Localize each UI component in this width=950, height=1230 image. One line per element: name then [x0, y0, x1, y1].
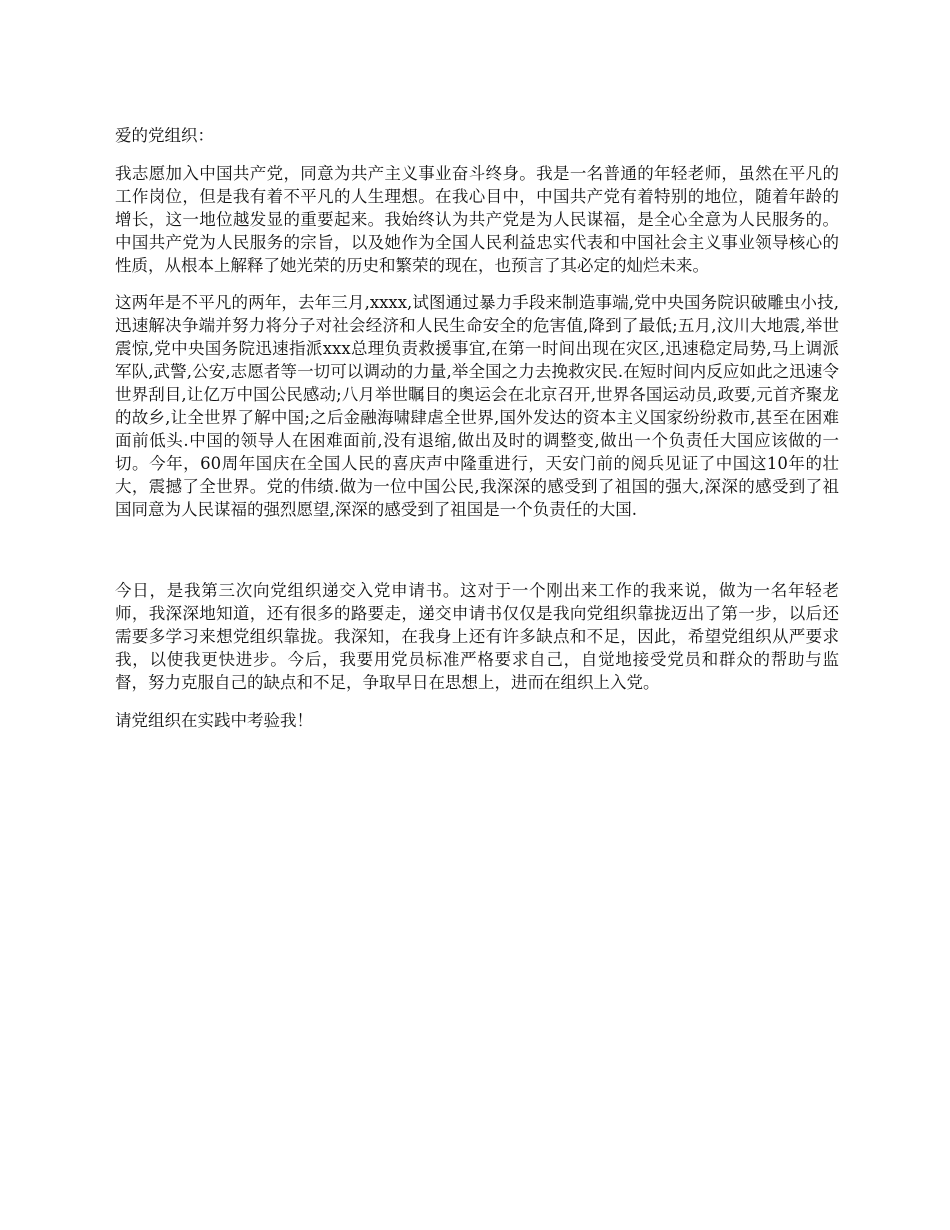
paragraph-2: 这两年是不平凡的两年，去年三月,xxxx,试图通过暴力手段来制造事端,党中央国务院识破雕虫小技,迅速解决争端并努力将分子对社会经济和人民生命安全的危害值,降到了最低;五月,汶川大地震,举世震惊,党中央国务院迅速指派xxx总理负责救援事宜,在第一时间出现在灾区,迅速稳定局势,马上调派军队,武警,公安,志愿者等一切可以调动的力量,举全国之力去挽救灾民.在短时间内反应如此之迅速令世界刮目,让亿万中国公民感动;八月举世瞩目的奥运会在北京召开,世界各国运动员,政要,元首齐聚龙的故乡,让全世界了解中国;之后金融海啸肆虐全世界,国外发达的资本主义国家纷纷救市,甚至在困难面前低头.中国的领导人在困难面前,没有退缩,做出及时的调整变,做出一个负责任大国应该做的一切。今年，60周年国庆在全国人民的喜庆声中隆重进行，天安门前的阅兵见证了中国这10年的壮大，震撼了全世界。党的伟绩.做为一位中国公民,我深深的感受到了祖国的强大,深深的感受到了祖国同意为人民谋福的强烈愿望,深深的感受到了祖国是一个负责任的大国. — [115, 293, 839, 519]
document-body — [115, 124, 839, 732]
greeting: 爱的党组织： — [115, 126, 214, 145]
paragraph-1: 我志愿加入中国共产党，同意为共产主义事业奋斗终身。我是一名普通的年轻老师，虽然在平凡的工作岗位，但是我有着不平凡的人生理想。在我心目中，中国共产党有着特别的地位，随着年龄的增长，这一地位越发显的重要起来。我始终认为共产党是为人民谋福，是全心全意为人民服务的。中国共产党为人民服务的宗旨，以及她作为全国人民利益忠实代表和中国社会主义事业领导核心的性质，从根本上解释了她光荣的历史和繁荣的现在，也预言了其必定的灿烂未来。 — [115, 164, 839, 275]
closing-line: 请党组织在实践中考验我！ — [115, 711, 313, 730]
paragraph-3: 今日，是我第三次向党组织递交入党申请书。这对于一个刚出来工作的我来说，做为一名年轻老师，我深深地知道，还有很多的路要走，递交申请书仅仅是我向党组织靠拢迈出了第一步，以后还需要多学习来想党组织靠拢。我深知，在我身上还有许多缺点和不足，因此，希望党组织从严要求我，以使我更快进步。今后，我要用党员标准严格要求自己，自觉地接受党员和群众的帮助与监督，努力克服自己的缺点和不足，争取早日在思想上，进而在组织上入党。 — [115, 581, 839, 692]
